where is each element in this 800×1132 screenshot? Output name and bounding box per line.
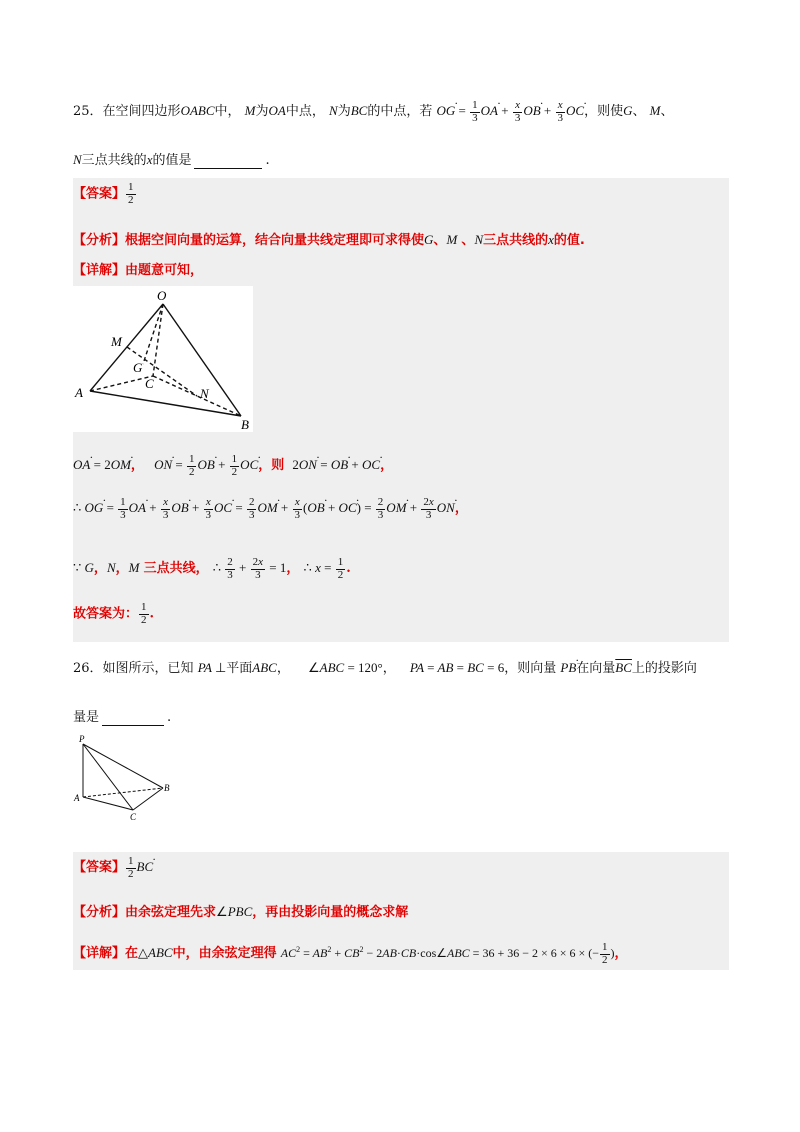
a25-analysis: 【分析】根据空间向量的运算，结合向量共线定理即可求得使G、M 、N三点共线的x的值. xyxy=(73,232,585,248)
label-g: G xyxy=(133,360,143,375)
q25-line-2: N三点共线的x的值是 . xyxy=(73,152,270,168)
label-o: O xyxy=(157,288,167,303)
answer-blank-26 xyxy=(102,713,164,726)
a26-detail: 【详解】在△ABC中，由余弦定理得 $AC^2 = AB^2 + CB^2$ − 2AB·CB·cos∠ABC = 36 + 36 − 2 × 6 × 6 × (− $\frac{1}{2}$ )， xyxy=(73,941,628,966)
q26-line-2: 量是 . xyxy=(73,710,172,725)
a25-eq-2: ∴ OG · = $\frac{1}{3}$ OA · + $\frac{x}{3}$ OB · + $\frac{x}{3}$ OC · = $\frac{2}{3}$ OM · + $\frac{x}{3}$ (OB · + OC ·) = $\frac{2}{3}$ OM · + $\frac{2x}{3}$ ON ·， xyxy=(73,497,468,521)
segment-og xyxy=(143,304,163,364)
a26-analysis: 【分析】由余弦定理先求∠PBC，再由投影向量的概念求解 xyxy=(73,904,409,920)
a25-eq-1: OA · = 2OM ·， ON · = $\frac{1}{2}$ OB · + $\frac{1}{2}$ OC ·，则 2ON · = OB · + OC ·， xyxy=(73,454,393,478)
edge-ab-base xyxy=(83,788,163,797)
a25-eq-3: ∵ G，N，M 三点共线， ∴ $\frac{2}{3}$ + $\frac{2x}{3}$ = 1， ∴ x = $\frac{1}{2}$ . xyxy=(73,556,351,581)
edge-pb xyxy=(83,744,163,788)
answer-blank-25 xyxy=(194,156,262,169)
a25-answer: 【答案】 $\frac{1}{2}$ xyxy=(73,181,134,206)
label-p: P xyxy=(79,735,85,744)
label-a2: A xyxy=(74,793,80,803)
eq-og-def: OG · = $\frac{1}{3}$ OA · + $\frac{x}{3}$ OB · + $\frac{x}{3}$ OC · xyxy=(437,103,585,118)
a25-detail: 【详解】由题意可知， xyxy=(73,263,204,278)
pyramid-diagram xyxy=(73,735,173,827)
q26-line-1: 26．如图所示，已知 PA ⊥平面ABC， ∠ABC = 120°， PA = AB = BC = 6，则向量 PB ·在向量$\overline{BC}$上的投影向 xyxy=(73,660,697,677)
edge-ac xyxy=(90,376,153,391)
q25-line-1: 25．在空间四边形OABC中， M为OA中点， N为BC的中点，若 OG · = $\frac{1}{3}$ OA · + $\frac{x}{3}$ OB · + $\frac{x}{3}$ OC ·，则使G、 M、 xyxy=(73,100,673,124)
label-m: M xyxy=(111,334,122,349)
label-a: A xyxy=(75,385,83,400)
label-b: B xyxy=(241,417,249,432)
a25-final: 故答案为： $\frac{1}{2}$ . xyxy=(73,601,155,626)
edge-pc xyxy=(83,744,133,810)
edge-ac-base xyxy=(83,797,133,810)
label-b2: B xyxy=(164,783,170,793)
edge-cb-base xyxy=(133,788,163,810)
tetrahedron-diagram xyxy=(73,286,253,432)
label-c: C xyxy=(145,376,154,391)
label-c2: C xyxy=(130,812,137,822)
label-n: N xyxy=(200,386,209,401)
edge-ab xyxy=(90,391,241,416)
a26-answer: 【答案】 $\frac{1}{2}$ BC · xyxy=(73,856,153,880)
